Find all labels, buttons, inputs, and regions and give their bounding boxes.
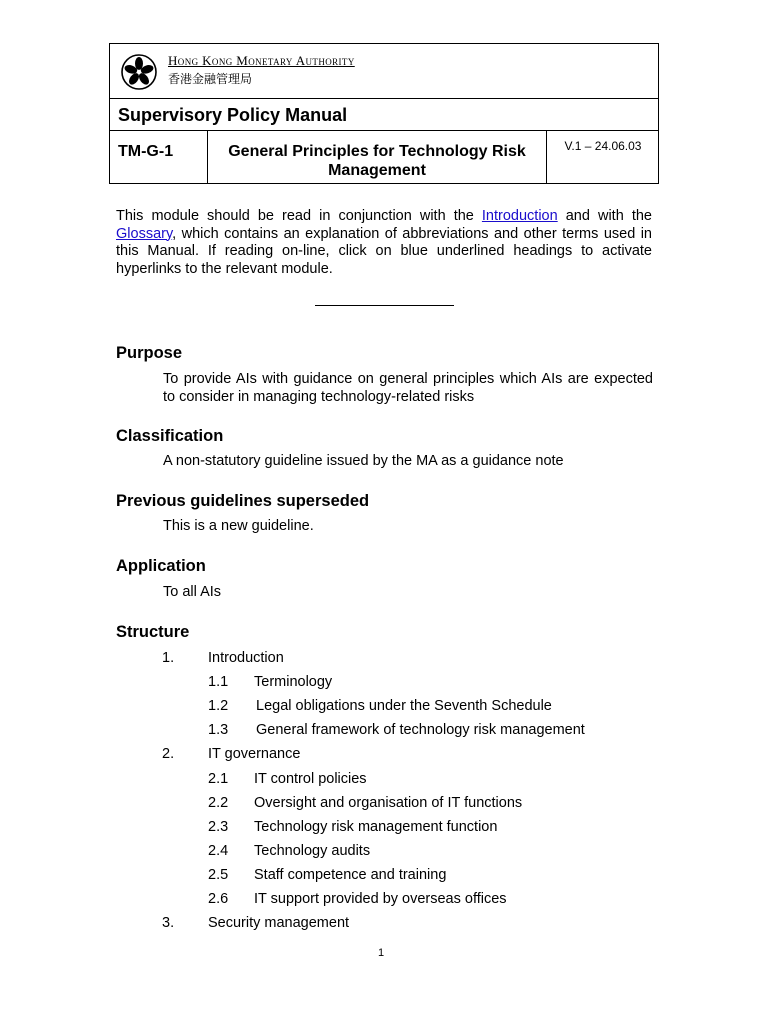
page-number: 1	[378, 947, 385, 959]
list-item: Introduction	[208, 650, 284, 666]
module-code: TM-G-1	[118, 143, 174, 160]
intro-text: , which contains an explanation of abbreviations and other terms used in this Manual. If reading on-line, click on blue underlined headings to activate hyperlinks to the relevant module.	[116, 225, 652, 277]
list-item-number: 1.2	[208, 698, 229, 714]
hkma-logo-icon	[121, 54, 157, 90]
classification-heading: Classification	[116, 427, 224, 445]
list-item-number: 2.3	[208, 819, 229, 835]
header-title-row	[110, 99, 658, 131]
list-item-number: 2.6	[208, 891, 229, 907]
list-item: Security management	[208, 915, 350, 931]
list-item: Legal obligations under the Seventh Schedule	[256, 698, 552, 714]
org-name-chinese: 香港金融管理局	[168, 72, 253, 86]
intro-text: This module should be read in conjunction with the	[116, 208, 482, 224]
structure-heading: Structure	[116, 623, 190, 641]
list-item-number: 2.2	[208, 795, 229, 811]
header-logo-row	[110, 44, 658, 99]
list-item-number: 2.5	[208, 867, 229, 883]
list-item-number: 1.3	[208, 722, 229, 738]
classification-text: A non-statutory guideline issued by the MA as a guidance note	[163, 453, 564, 469]
separator-line	[315, 305, 454, 306]
application-heading: Application	[116, 557, 206, 575]
intro-paragraph	[116, 208, 652, 278]
list-item-number: 1.	[162, 650, 175, 666]
list-item: Technology audits	[254, 843, 371, 859]
header-module-row	[110, 131, 658, 184]
module-title: General Principles for Technology Risk Management	[228, 143, 526, 179]
glossary-link[interactable]: Glossary	[116, 225, 173, 242]
manual-title: Supervisory Policy Manual	[118, 105, 348, 125]
previous-guidelines-text: This is a new guideline.	[163, 518, 314, 534]
list-item: General framework of technology risk management	[256, 722, 585, 738]
list-item: IT governance	[208, 746, 301, 762]
list-item-number: 3.	[162, 915, 175, 931]
application-text: To all AIs	[163, 584, 222, 600]
org-name: Hong Kong Monetary Authority	[168, 53, 355, 68]
version-label: V.1 – 24.06.03	[564, 139, 642, 153]
introduction-link[interactable]: Introduction	[481, 208, 558, 224]
list-item-number: 1.1	[208, 674, 229, 690]
header-table	[109, 43, 659, 184]
purpose-heading: Purpose	[116, 344, 183, 362]
list-item-number: 2.4	[208, 843, 229, 859]
list-item-number: 2.1	[208, 771, 229, 787]
list-item: Terminology	[254, 674, 333, 690]
list-item: Oversight and organisation of IT functions	[254, 795, 523, 811]
purpose-text: To provide AIs with guidance on general principles which AIs are expected to consider in managing technology-related risks	[163, 371, 653, 405]
list-item: Technology risk management function	[254, 819, 498, 835]
intro-text: and with the	[557, 208, 652, 224]
list-item: IT control policies	[254, 771, 367, 787]
list-item: Staff competence and training	[254, 867, 447, 883]
list-item-number: 2.	[162, 746, 175, 762]
previous-guidelines-heading: Previous guidelines superseded	[116, 492, 370, 510]
list-item: IT support provided by overseas offices	[254, 891, 507, 907]
